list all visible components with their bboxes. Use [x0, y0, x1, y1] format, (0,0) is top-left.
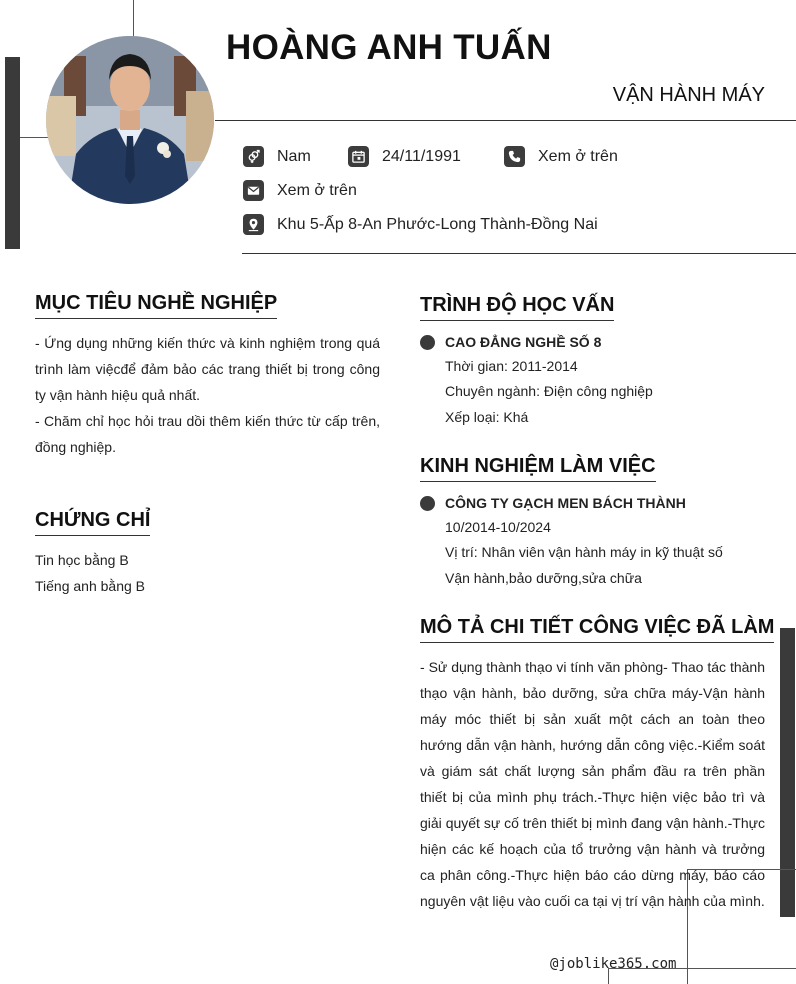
education-heading: TRÌNH ĐỘ HỌC VẤN: [420, 294, 614, 321]
gender-value: Nam: [277, 147, 311, 165]
left-accent-bar: [5, 57, 20, 249]
education-major: Chuyên ngành: Điện công nghiệp: [445, 383, 653, 399]
experience-heading: KINH NGHIỆM LÀM VIỆC: [420, 455, 656, 482]
education-period: Thời gian: 2011-2014: [445, 358, 578, 374]
phone-icon: [504, 146, 525, 167]
contact-divider: [242, 253, 796, 254]
experience-bullet: [420, 496, 435, 511]
education-grade: Xếp loại: Khá: [445, 409, 529, 425]
contact-gender: [243, 146, 311, 167]
watermark-handle: @joblike365.com: [550, 956, 677, 972]
contact-birthday: [348, 146, 461, 167]
experience-period: 10/2014-10/2024: [445, 519, 551, 535]
phone-value: Xem ở trên: [538, 147, 618, 165]
job-details-text: - Sử dụng thành thạo vi tính văn phòng- Thao tác thành thạo vận hành, bảo dưỡng, sửa chữa máy-Vận hành máy móc thiết bị sản xuất một cách an toàn theo hướng dẫn vận hành, hướng dẫn công việc.-Kiểm soát và giám sát chất lượng sản phẩm đầu ra trên phần thiết bị của mình phụ trách.-Thực hiện việc bảo trì và giải quyết sự cố trên thiết bị mình đang vận hành.-Thực hiện các kế hoạch của tổ trưởng vận hành và trưởng ca phân công.-Thực hiện báo cáo dừng máy, báo cáo nguyên vật liệu vào cuối ca tại vị trí vận hành của mình.: [420, 659, 765, 909]
objective-text: - Ứng dụng những kiến thức và kinh nghiệm trong quá trình làm việcđể đảm bảo các trang thiết bị trong công ty vận hành hiệu quả nhất. - Chăm chỉ học hỏi trau dồi thêm kiến thức từ cấp trên, đồng nghiệp.: [35, 335, 380, 455]
candidate-name: HOÀNG ANH TUẤN: [226, 28, 552, 67]
photo-side-line: [20, 137, 48, 138]
gender-icon: [243, 146, 264, 167]
company-name: CÔNG TY GẠCH MEN BÁCH THÀNH: [445, 495, 686, 511]
school-name: CAO ĐẲNG NGHỀ SỐ 8: [445, 334, 602, 350]
contact-phone: [504, 146, 618, 167]
certificates-heading: CHỨNG CHỈ: [35, 509, 150, 536]
address-value: Khu 5-Ấp 8-An Phước-Long Thành-Đồng Nai: [277, 215, 598, 233]
job-details-heading: MÔ TẢ CHI TIẾT CÔNG VIỆC ĐÃ LÀM: [420, 616, 774, 643]
calendar-icon: [348, 146, 369, 167]
photo-hanger-line: [133, 0, 134, 38]
certificate-item: Tiếng anh bằng B: [35, 578, 146, 594]
contact-email: [243, 180, 357, 201]
birthday-value: 24/11/1991: [382, 147, 461, 165]
location-pin-icon: [243, 214, 264, 235]
profile-photo-illustration: [46, 36, 214, 204]
header-divider: [215, 120, 796, 121]
contact-address: [243, 214, 598, 235]
email-value: Xem ở trên: [277, 181, 357, 199]
job-title: VẬN HÀNH MÁY: [612, 84, 765, 106]
mail-icon: [243, 180, 264, 201]
certificate-item: Tin học bằng B: [35, 552, 129, 568]
experience-duties: Vận hành,bảo dưỡng,sửa chữa: [445, 570, 642, 586]
experience-position: Vị trí: Nhân viên vận hành máy in kỹ thuật số: [445, 544, 723, 560]
education-bullet: [420, 335, 435, 350]
objective-heading: MỤC TIÊU NGHỀ NGHIỆP: [35, 292, 277, 319]
profile-photo: [46, 36, 214, 204]
